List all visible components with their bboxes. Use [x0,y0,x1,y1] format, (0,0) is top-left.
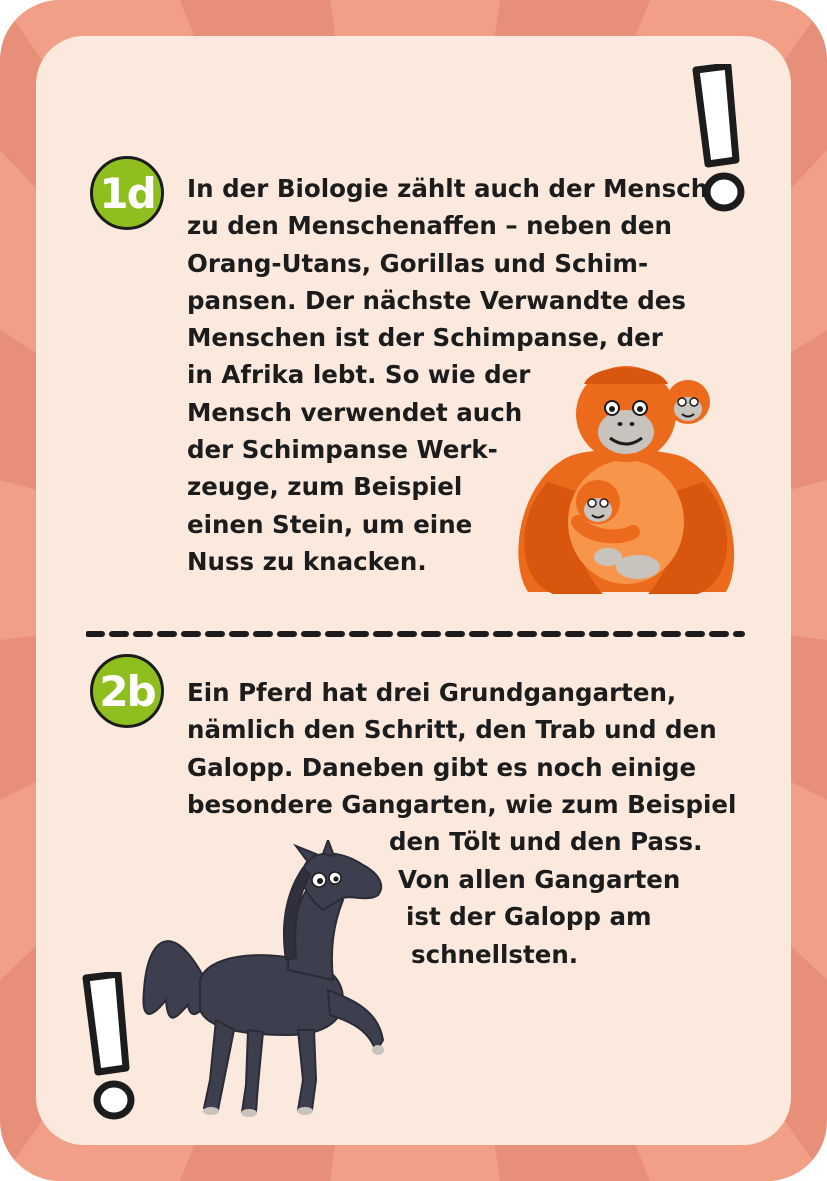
fact-text-2 [187,674,736,823]
exclamation-mark-icon [78,972,146,1128]
fact-badge-label: 2b [99,666,155,716]
text-line: Ein Pferd hat drei Grundgangarten, [187,678,677,707]
text-line: ist der Galopp am [406,902,652,931]
text-line: in Afrika lebt. So wie der [187,360,531,390]
fact-badge-label: 1d [99,168,155,218]
text-line: pansen. Der nächste Verwandte des [187,285,686,315]
text-line: Nuss zu knacken. [187,546,427,576]
text-line: zeuge, zum Beispiel [187,472,463,502]
text-line: In der Biologie zählt auch der Mensch [187,174,709,203]
fact-text-2-indented [398,861,680,898]
dark-horse-illustration [138,840,408,1120]
fact-badge-1d [90,156,164,230]
text-line: nämlich den Schritt, den Trab und den [187,715,717,745]
text-line: der Schimpanse Werk- [187,435,498,465]
text-line: Menschen ist der Schimpanse, der [187,323,663,353]
dashed-divider [86,630,746,638]
text-line: schnellsten. [411,940,579,969]
orangutan-family-illustration [508,362,744,600]
text-line: einen Stein, um eine [187,509,473,539]
fact-text-2-indented [411,936,578,973]
text-line: Galopp. Daneben gibt es noch einige [187,752,697,782]
text-line: Mensch verwendet auch [187,397,523,427]
text-line: besondere Gangarten, wie zum Beispiel [187,789,737,819]
text-line: zu den Menschenaffen – neben den [187,211,672,241]
text-line: den Tölt und den Pass. [389,827,703,856]
fact-text-2-indented [389,823,702,860]
text-line: Orang-Utans, Gorillas und Schim- [187,248,649,278]
text-line: Von allen Gangarten [398,865,681,894]
fact-text-2-indented [406,898,652,935]
fact-badge-2b [90,654,164,728]
